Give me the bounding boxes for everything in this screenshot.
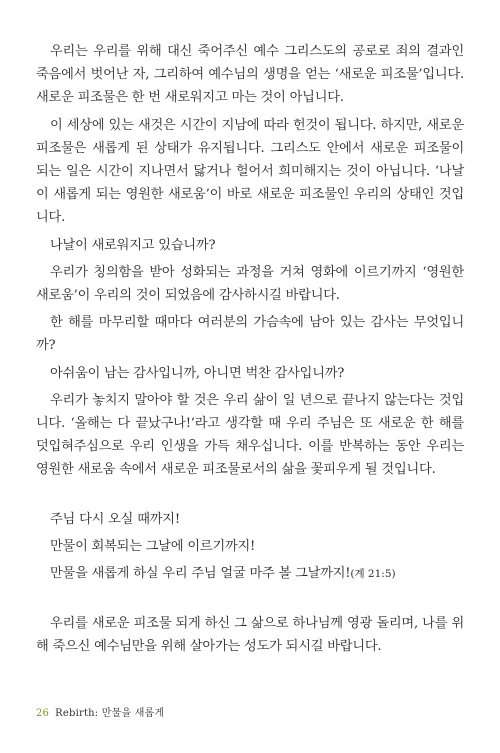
paragraph-4: 우리가 칭의함을 받아 성화되는 과정을 거쳐 영화에 이르기까지 ‘영원한 새로움’이 우리의 것이 되었음에 감사하시길 바랍니다. <box>36 264 464 304</box>
running-title: Rebirth: 만물을 새롭게 <box>55 708 165 719</box>
scripture-reference: (계 21:5) <box>350 568 396 581</box>
closing-block <box>36 612 464 658</box>
page-number: 26 <box>36 708 50 719</box>
paragraph-3: 나날이 새로워지고 있습니까? <box>50 237 216 253</box>
poem-line-3-text: 만물을 새롭게 하실 우리 주님 얼굴 마주 볼 그날까지! <box>50 566 351 582</box>
poem-line-2: 만물이 회복되는 그날에 이르기까지! <box>50 538 256 554</box>
paragraph-2: 이 세상에 있는 새것은 시간이 지남에 따라 헌것이 됩니다. 하지만, 새로운 피조물은 새롭게 된 상태가 유지됩니다. 그리스도 안에서 새로운 피조물이 되는 일은 시간이 지나면서 닳거나 헐어서 희미해지는 것이 아닙니다. ‘나날이 새롭게 되는 영원한 새로움’이 바로 새로운 피조물인 우리의 상태인 것입니다. <box>36 117 464 226</box>
paragraph-5: 한 해를 마무리할 때마다 여러분의 가슴속에 남아 있는 감사는 무엇입니까? <box>36 315 464 354</box>
closing-paragraph: 우리를 새로운 피조물 되게 하신 그 삶으로 하나님께 영광 돌리며, 나를 위해 죽으신 예수님만을 위해 살아가는 성도가 되시길 바랍니다. <box>36 616 464 655</box>
page-footer <box>36 704 164 719</box>
poem-line-3 <box>36 562 464 586</box>
page-body <box>36 40 464 659</box>
paragraph-6: 아쉬움이 남는 감사입니까, 아니면 벅찬 감사입니까? <box>50 365 345 381</box>
poem-block <box>36 508 464 587</box>
paragraph-1: 우리는 우리를 위해 대신 죽어주신 예수 그리스도의 공로로 죄의 결과인 죽음에서 벗어난 자, 그리하여 예수님의 생명을 얻는 ‘새로운 피조물’입니다. 새로운 피조물은 한 번 새로워지고 마는 것이 아닙니다. <box>36 44 464 106</box>
paragraph-7: 우리가 놓치지 말아야 할 것은 우리 삶이 일 년으로 끝나지 않는다는 것입니다. ‘올해는 다 끝났구나!’라고 생각할 때 우리 주님은 또 새로운 한 해를 덧입혀주심으로 우리 인생을 가득 채우십니다. 이를 반복하는 동안 우리는 영원한 새로움 속에서 새로운 피조물로서의 삶을 꽃피우게 될 것입니다. <box>36 392 464 478</box>
poem-line-1: 주님 다시 오실 때까지! <box>50 511 180 527</box>
